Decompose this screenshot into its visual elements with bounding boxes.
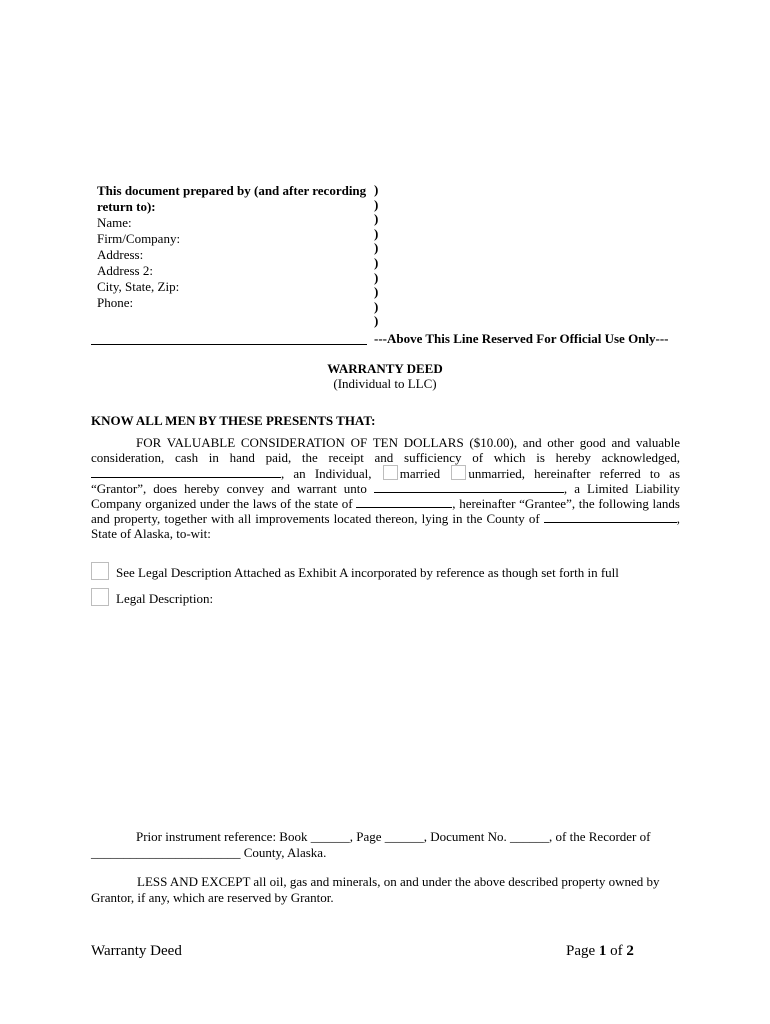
- page-total: 2: [626, 943, 634, 959]
- page-current: 1: [598, 943, 607, 959]
- official-use-label: ---Above This Line Reserved For Official Use Only---: [374, 331, 669, 346]
- preparer-heading-cont: return to):: [97, 199, 156, 214]
- know-all-heading: KNOW ALL MEN BY THESE PRESENTS THAT:: [91, 413, 376, 428]
- footer-page-number: [566, 943, 634, 960]
- prior-line-1: Prior instrument reference: Book ______, Page ______, Document No. ______, of the Recorder of: [136, 829, 651, 844]
- state-blank[interactable]: [356, 496, 452, 508]
- prior-line-2: _______________________ County, Alaska.: [91, 845, 327, 860]
- individual-text: , an Individual,: [281, 466, 372, 481]
- grantee-text: , hereinafter “Grantee”, the following lands and property, together with all improvements located thereon, lying in the County of: [91, 496, 680, 526]
- legal-description-checkbox[interactable]: [91, 588, 109, 606]
- grantor-name-blank[interactable]: [91, 466, 281, 478]
- paren: ): [374, 211, 379, 227]
- county-blank[interactable]: [544, 511, 677, 523]
- document-subtitle: (Individual to LLC): [333, 376, 437, 391]
- field-address2: Address 2:: [97, 263, 153, 278]
- field-address: Address:: [97, 247, 144, 262]
- page-prefix: Page: [566, 943, 599, 959]
- field-phone: Phone:: [97, 295, 134, 310]
- unmarried-checkbox[interactable]: [451, 465, 466, 480]
- field-firm: Firm/Company:: [97, 231, 181, 246]
- preparer-block: [97, 183, 367, 311]
- less-and-except-paragraph: [91, 874, 680, 906]
- convey-text: does hereby convey and warrant unto: [153, 481, 367, 496]
- field-name: Name:: [97, 215, 132, 230]
- llc-text: , a Limited Liability Company organized under the laws of the state of: [91, 481, 681, 511]
- prior-instrument-reference: [91, 829, 680, 861]
- field-city-state-zip: City, State, Zip:: [97, 279, 180, 294]
- paren: ): [374, 313, 379, 329]
- page-of: of: [606, 943, 627, 959]
- official-use-rule: [91, 344, 367, 345]
- legal-description-label: Legal Description:: [116, 591, 214, 606]
- conveyance-paragraph: [91, 435, 680, 541]
- paren: ): [374, 225, 379, 241]
- footer-document-name: Warranty Deed: [91, 943, 182, 959]
- preparer-heading: This document prepared by (and after recording: [97, 183, 367, 198]
- less-except-text: LESS AND EXCEPT all oil, gas and minerals, on and under the above described property owned by Grantor, if any, which are reserved by Grantor.: [91, 874, 660, 905]
- paren: ): [374, 240, 379, 256]
- paren: ): [374, 196, 379, 212]
- state-alaska-text: , State of Alaska, to-wit:: [91, 511, 681, 541]
- married-label: married: [399, 466, 441, 481]
- grantee-name-blank[interactable]: [374, 481, 564, 493]
- consideration-text: FOR VALUABLE CONSIDERATION OF TEN DOLLARS ($10.00), and other good and valuable consideration, cash in hand paid, the receipt and sufficiency of which is hereby acknowledged,: [91, 435, 680, 465]
- paren: ): [374, 298, 379, 314]
- paren: ): [374, 254, 379, 270]
- paren: ): [374, 269, 379, 285]
- unmarried-label: unmarried, hereinafter referred to as “Grantor”,: [91, 466, 681, 496]
- exhibit-checkbox[interactable]: [91, 562, 109, 580]
- document-title: WARRANTY DEED: [327, 361, 443, 376]
- paren: ): [374, 284, 379, 300]
- married-checkbox[interactable]: [383, 465, 398, 480]
- exhibit-label: See Legal Description Attached as Exhibit A incorporated by reference as though set forth in full: [116, 565, 619, 580]
- paren-column: [374, 183, 378, 329]
- paren: ): [374, 182, 379, 197]
